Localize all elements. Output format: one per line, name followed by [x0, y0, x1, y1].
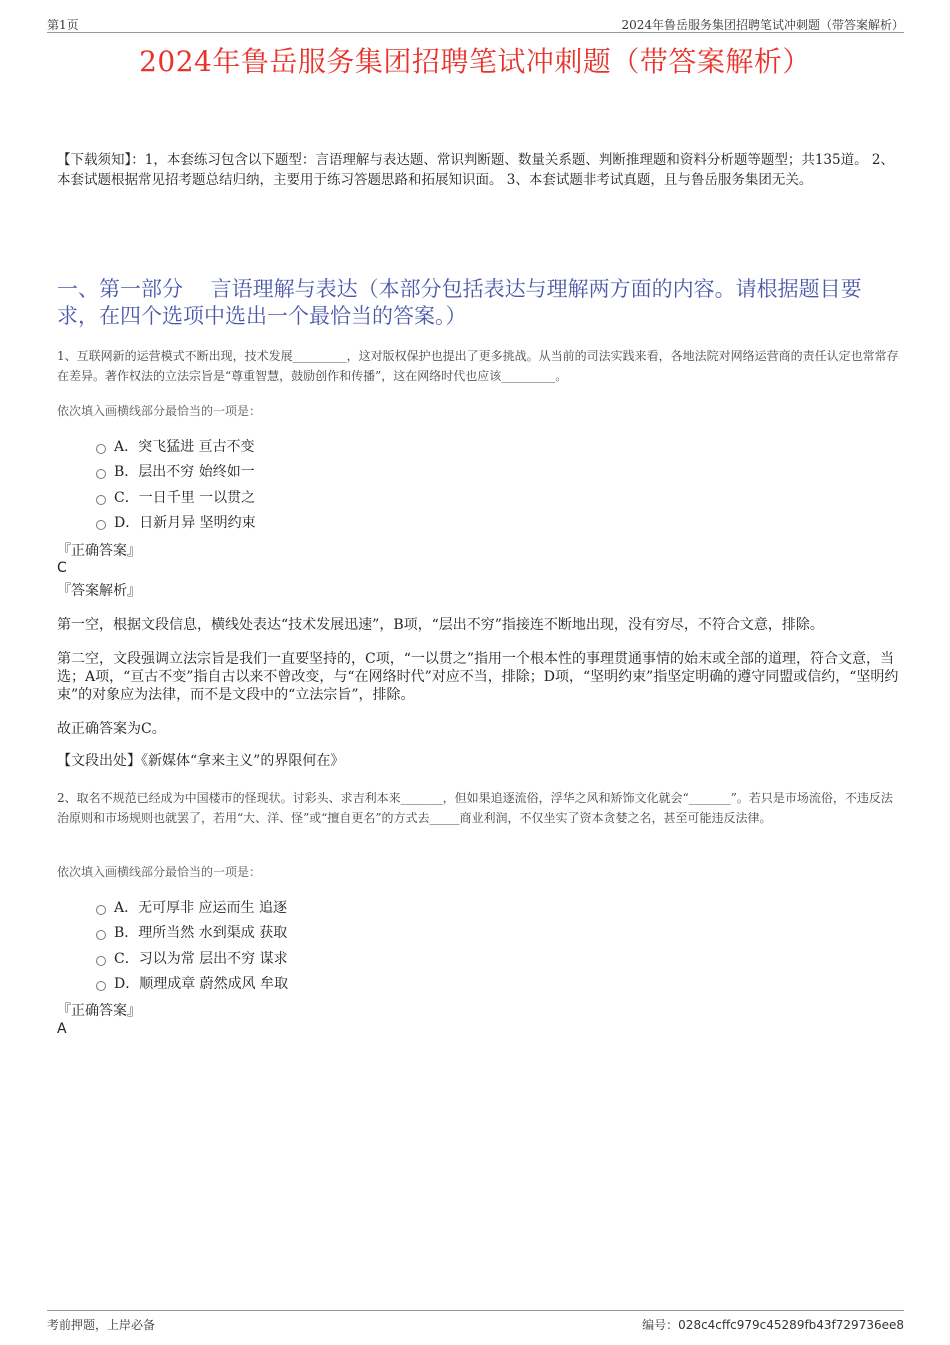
answer-label: 『正确答案』	[57, 1003, 141, 1019]
question-2-prompt: 依次填入画横线部分最恰当的一项是：	[57, 865, 262, 879]
analysis-paragraph-2: 第二空，文段强调立法宗旨是我们一直要坚持的，C项，“一以贯之”指用一个根本性的事理贯通事情的始末或全部的道理，符合文意，当选；A项，“亘古不变”指自古以来不曾改变，与“在网络时代”对应不当，排除；D项，“坚明约束”指坚定明确的遵守同盟或信约，“坚明约束”的对象应为法律，而不是文段中的“立法宗旨”，排除。	[57, 651, 899, 703]
radio-icon[interactable]	[96, 905, 106, 915]
analysis-paragraph-1: 第一空，根据文段信息，横线处表达“技术发展迅速”，B项，“层出不穷”指接连不断地出现，没有穷尽，不符合文意，排除。	[57, 617, 824, 633]
answer-label: 『正确答案』	[57, 543, 141, 559]
option-label: D．顺理成章 蔚然成风 牟取	[114, 976, 289, 993]
option-d[interactable]	[96, 510, 256, 536]
radio-icon[interactable]	[96, 956, 106, 966]
question-1-text: 1、互联网新的运营模式不断出现，技术发展_________，这对版权保护也提出了更多挑战。从当前的司法实践来看，各地法院对网络运营商的责任认定也常常存在差异。著作权法的立法宗旨是“尊重智慧，鼓励创作和传播”，这在网络时代也应该_________。	[57, 349, 899, 383]
document-title: 2024年鲁岳服务集团招聘笔试冲刺题（带答案解析）	[139, 45, 811, 78]
option-label: A．突飞猛进 亘古不变	[114, 438, 255, 455]
source-note: 【文段出处】《新媒体“拿来主义”的界限何在》	[57, 753, 345, 769]
footer-serial	[642, 1316, 904, 1333]
option-label: A．无可厚非 应运而生 追逐	[114, 899, 288, 916]
page-header	[47, 14, 904, 33]
option-c[interactable]	[96, 484, 256, 510]
question-1-options	[96, 433, 256, 535]
footer-note: 考前押题，上岸必备	[47, 1318, 156, 1332]
section-heading: 一、第一部分 言语理解与表达（本部分包括表达与理解两方面的内容。请根据题目要求，在四个选项中选出一个最恰当的答案。）	[57, 277, 862, 328]
page-number: 第1页	[47, 18, 79, 32]
radio-icon[interactable]	[96, 495, 106, 505]
radio-icon[interactable]	[96, 981, 106, 991]
serial-label: 编号：	[642, 1318, 679, 1332]
analysis-paragraph-3: 故正确答案为C。	[57, 721, 166, 737]
question-2-text: 2、取名不规范已经成为中国楼市的怪现状。讨彩头、求吉利本来_______，但如果追逐流俗，浮华之风和矫饰文化就会“_______”。若只是市场流俗，不违反法治原则和市场规则也就罢了，若用“大、洋、怪”或“擅自更名”的方式去_____商业利润，不仅坐实了资本贪婪之名，甚至可能违反法律。	[57, 791, 893, 825]
option-label: D．日新月异 坚明约束	[114, 515, 256, 532]
question-1-prompt: 依次填入画横线部分最恰当的一项是：	[57, 404, 262, 418]
option-label: C．习以为常 层出不穷 谋求	[114, 950, 288, 967]
question-2-options	[96, 894, 288, 996]
option-b[interactable]	[96, 459, 256, 485]
analysis-label: 『答案解析』	[57, 583, 141, 599]
page-footer	[47, 1310, 904, 1335]
radio-icon[interactable]	[96, 520, 106, 530]
option-label: B．层出不穷 始终如一	[114, 464, 255, 481]
option-a[interactable]	[96, 433, 256, 459]
header-doc-title: 2024年鲁岳服务集团招聘笔试冲刺题（带答案解析）	[621, 18, 904, 32]
option-b[interactable]	[96, 920, 288, 946]
answer-value: C	[57, 560, 67, 576]
option-a[interactable]	[96, 894, 288, 920]
answer-value: A	[57, 1021, 67, 1037]
serial-number: 028c4cffc979c45289fb43f729736ee8	[678, 1318, 904, 1332]
option-d[interactable]	[96, 971, 288, 997]
option-label: B．理所当然 水到渠成 获取	[114, 925, 288, 942]
radio-icon[interactable]	[96, 444, 106, 454]
option-c[interactable]	[96, 945, 288, 971]
radio-icon[interactable]	[96, 469, 106, 479]
radio-icon[interactable]	[96, 930, 106, 940]
download-notice: 【下载须知】：1，本套练习包含以下题型：言语理解与表达题、常识判断题、数量关系题、判断推理题和资料分析题等题型；共135道。 2、本套试题根据常见招考题总结归纳，主要用于练习答题思路和拓展知识面。 3、本套试题非考试真题，且与鲁岳服务集团无关。	[57, 152, 894, 188]
option-label: C．一日千里 一以贯之	[114, 489, 256, 506]
